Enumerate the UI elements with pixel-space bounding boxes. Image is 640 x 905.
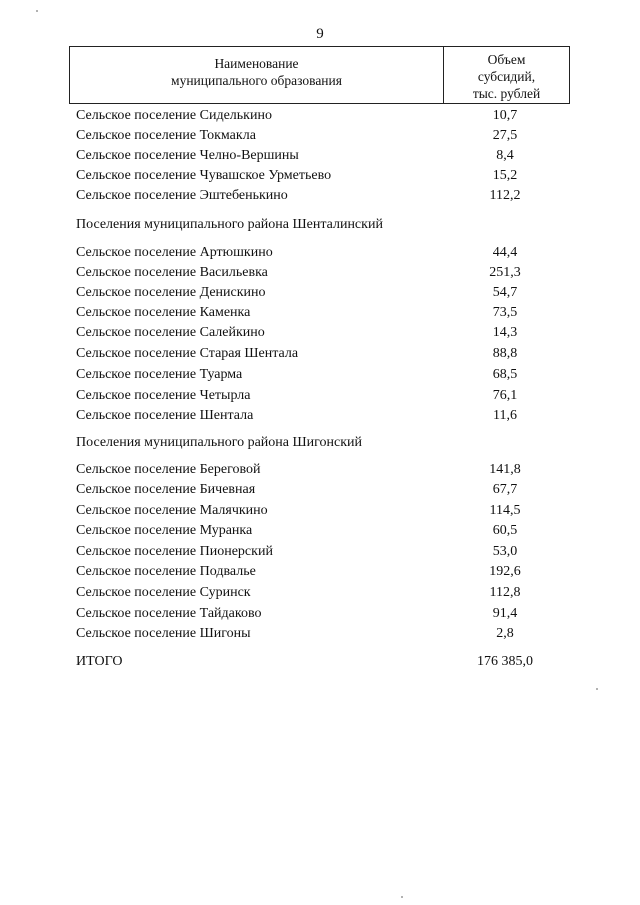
municipality-name: Сельское поселение Суринск <box>76 585 251 600</box>
header-name-line: муниципального образования <box>171 73 342 88</box>
municipality-name: Сельское поселение Подвалье <box>76 564 256 579</box>
subsidy-value: 60,5 <box>492 523 518 538</box>
municipality-name: Сельское поселение Токмакла <box>76 128 256 143</box>
municipality-name: Сельское поселение Челно-Вершины <box>76 148 299 163</box>
total-label: ИТОГО <box>76 654 123 669</box>
municipality-name: Сельское поселение Береговой <box>76 462 261 477</box>
municipality-name: Сельское поселение Пионерский <box>76 544 273 559</box>
subsidy-value: 53,0 <box>492 544 518 559</box>
municipality-name: Сельское поселение Бичевная <box>76 482 256 497</box>
total-value: 176 385,0 <box>477 654 533 669</box>
table-row <box>0 166 640 186</box>
header-name-line: Наименование <box>214 56 299 71</box>
municipality-name: Сельское поселение Каменка <box>76 305 251 320</box>
table-row <box>0 521 640 541</box>
table-row <box>0 186 640 206</box>
table-row <box>0 460 640 480</box>
municipality-name: Сельское поселение Туарма <box>76 367 243 382</box>
subsidy-value: 54,7 <box>492 285 518 300</box>
subsidy-value: 251,3 <box>489 265 521 280</box>
header-volume-line: тыс. рублей <box>472 86 541 101</box>
subsidy-value: 141,8 <box>489 462 521 477</box>
subsidy-value: 44,4 <box>492 245 518 260</box>
district-group-heading <box>0 215 640 235</box>
table-header <box>69 46 570 104</box>
subsidy-value: 10,7 <box>492 108 518 123</box>
subsidy-value: 112,8 <box>489 585 521 600</box>
table-row <box>0 386 640 406</box>
subsidy-value: 73,5 <box>492 305 518 320</box>
header-volume-line: Объем <box>487 52 526 67</box>
table-row <box>0 583 640 603</box>
table-row <box>0 303 640 323</box>
subsidy-value: 192,6 <box>489 564 521 579</box>
subsidy-value: 68,5 <box>492 367 518 382</box>
municipality-name: Сельское поселение Артюшкино <box>76 245 273 260</box>
header-volume-column <box>444 51 569 102</box>
table-row <box>0 406 640 426</box>
municipality-name: Сельское поселение Денискино <box>76 285 266 300</box>
subsidy-value: 2,8 <box>496 626 514 641</box>
district-group-heading <box>0 433 640 453</box>
municipality-name: Сельское поселение Васильевка <box>76 265 268 280</box>
municipality-name: Сельское поселение Сиделькино <box>76 108 272 123</box>
district-name: Поселения муниципального района Шигонский <box>76 435 363 450</box>
scan-speck <box>596 688 598 690</box>
table-row <box>0 344 640 364</box>
municipality-name: Сельское поселение Салейкино <box>76 325 265 340</box>
header-volume-line: субсидий, <box>477 69 536 84</box>
subsidy-value: 27,5 <box>492 128 518 143</box>
scan-speck <box>401 896 403 898</box>
district-name: Поселения муниципального района Шенталинский <box>76 217 383 232</box>
subsidy-value: 15,2 <box>492 168 518 183</box>
table-row <box>0 126 640 146</box>
table-row <box>0 480 640 500</box>
municipality-name: Сельское поселение Чувашское Урметьево <box>76 168 332 183</box>
header-name-column <box>70 55 443 89</box>
table-row <box>0 365 640 385</box>
subsidy-value: 11,6 <box>493 408 517 423</box>
subsidy-value: 8,4 <box>496 148 514 163</box>
table-row <box>0 542 640 562</box>
subsidy-value: 112,2 <box>489 188 521 203</box>
municipality-name: Сельское поселение Шигоны <box>76 626 251 641</box>
table-row <box>0 243 640 263</box>
table-row <box>0 562 640 582</box>
subsidy-value: 88,8 <box>492 346 518 361</box>
table-row <box>0 624 640 644</box>
page-number: 9 <box>316 26 324 42</box>
subsidy-value: 67,7 <box>492 482 518 497</box>
municipality-name: Сельское поселение Тайдаково <box>76 606 262 621</box>
subsidy-value: 14,3 <box>492 325 518 340</box>
municipality-name: Сельское поселение Малячкино <box>76 503 268 518</box>
table-row <box>0 604 640 624</box>
municipality-name: Сельское поселение Четырла <box>76 388 251 403</box>
table-row <box>0 501 640 521</box>
total-row <box>0 652 640 672</box>
municipality-name: Сельское поселение Муранка <box>76 523 253 538</box>
municipality-name: Сельское поселение Старая Шентала <box>76 346 299 361</box>
table-row <box>0 323 640 343</box>
scan-speck <box>36 10 38 12</box>
table-row <box>0 106 640 126</box>
table-row <box>0 146 640 166</box>
municipality-name: Сельское поселение Эштебенькино <box>76 188 288 203</box>
subsidy-value: 76,1 <box>492 388 518 403</box>
subsidy-value: 91,4 <box>492 606 518 621</box>
table-row <box>0 283 640 303</box>
municipality-name: Сельское поселение Шентала <box>76 408 254 423</box>
table-row <box>0 263 640 283</box>
subsidy-value: 114,5 <box>489 503 521 518</box>
